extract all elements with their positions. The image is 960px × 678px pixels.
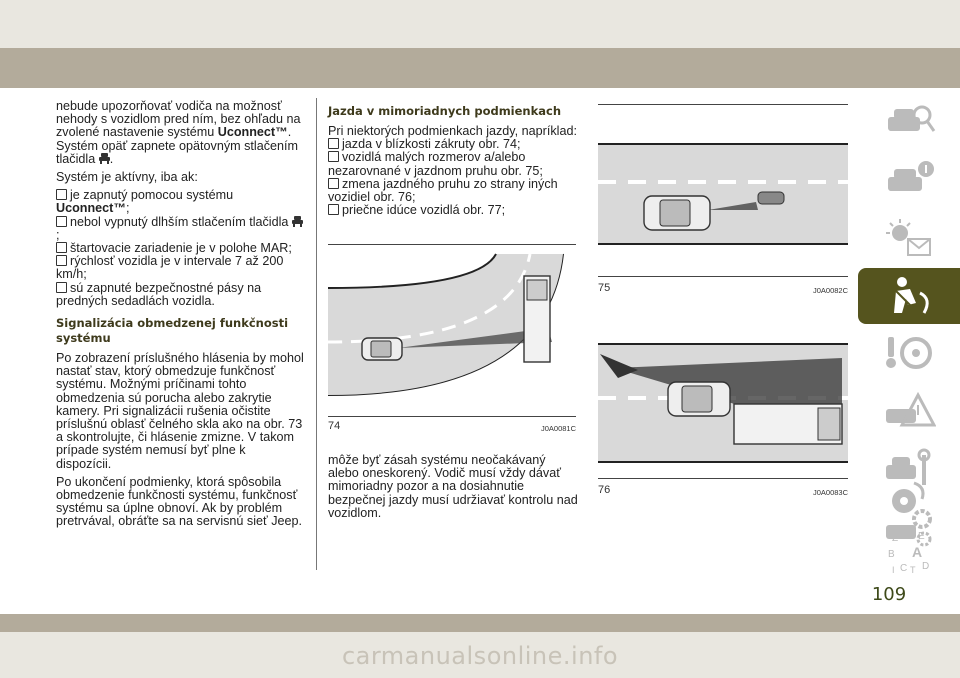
column-middle — [328, 104, 578, 217]
paragraph-warning: môže byť zásah systému neočakávaný alebo oneskorený. Vodič musí vždy dávať mimoriadny pozor a na dosiahnutie bezpečnej jazdy musí udržiavať kontrolu nad vozidlom. — [328, 453, 578, 520]
sidebar-item-instrument-panel[interactable] — [858, 152, 960, 208]
car-button-icon — [292, 216, 303, 228]
figure-code: J0A0082C — [812, 286, 848, 295]
lights-message-icon — [882, 215, 936, 261]
figure-75 — [598, 104, 848, 296]
index-letter: E — [918, 531, 925, 542]
list-item: priečne idúce vozidlá obr. 77; — [328, 204, 578, 217]
section-heading: Signalizácia obmedzenej funkčnosti systému — [56, 316, 289, 346]
list-item: rýchlosť vozidla je v intervale 7 až 200 km/h; — [56, 255, 304, 281]
figure-rule — [598, 276, 848, 277]
column-divider — [316, 98, 317, 570]
page-number: 109 — [871, 584, 907, 605]
figure-76 — [598, 318, 848, 502]
paragraph-intro: nebude upozorňovať vodiča na možnosť nehody s vozidlom pred ním, bez ohľadu na zvolené nastavenie systému Uconnect™. Systém opäť zapnete opätovným stlačením tlačidla . — [56, 99, 301, 166]
footer-bar — [0, 614, 960, 632]
safety-seatbelt-icon — [882, 273, 936, 319]
sidebar-item-multimedia[interactable] — [858, 472, 960, 528]
watermark: carmanualsonline.info — [341, 642, 619, 670]
index-letter: C — [900, 563, 908, 574]
car-info-icon — [882, 157, 936, 203]
header-band — [0, 0, 960, 88]
figure-rule — [598, 104, 848, 105]
index-letter: Z — [892, 533, 899, 544]
figure-rule — [598, 478, 848, 479]
sidebar-item-safety-lights[interactable] — [858, 210, 960, 266]
figure-number: 75 — [598, 282, 611, 294]
figure-rule — [328, 416, 576, 417]
index-letter: D — [922, 561, 930, 572]
list-item: je zapnutý pomocou systému Uconnect™; — [56, 189, 304, 215]
warning-triangle-icon — [882, 389, 936, 435]
index-letter: I — [892, 565, 895, 575]
figure-number: 76 — [598, 484, 611, 496]
figure-code: J0A0083C — [812, 488, 848, 497]
list-item: vozidlá malých rozmerov a/alebo nezarovnané v jazdnom pruhu obr. 75; — [328, 151, 578, 177]
figure-number: 74 — [328, 420, 341, 432]
car-button-icon — [99, 153, 110, 165]
figure-rule — [328, 244, 576, 245]
list-item: jazda v blízkosti zákruty obr. 74; — [328, 138, 578, 151]
column-left — [56, 100, 304, 534]
car-search-icon — [882, 99, 936, 145]
header-bar — [0, 48, 960, 88]
index-letter: T — [910, 565, 916, 575]
sidebar-item-starting[interactable] — [858, 326, 960, 382]
column-middle-lower — [328, 454, 578, 525]
list-item: sú zapnuté bezpečnostné pásy na predných sedadlách vozidla. — [56, 282, 304, 308]
paragraph-restore: Po ukončení podmienky, ktorá spôsobila obmedzenie funkčnosti systému, funkčnosť systému sa úplne obnoví. Ak by problém pretrvával, obráťte sa na servisnú sieť Jeep. — [56, 474, 303, 529]
list-item: nebol vypnutý dlhším stlačením tlačidla ; — [56, 216, 304, 242]
key-steering-icon — [882, 331, 936, 377]
small-vehicle-illustration — [598, 136, 848, 276]
index-letters-icon — [882, 529, 936, 575]
paragraph-active: Systém je aktívny, iba ak: — [56, 170, 198, 185]
curve-road-illustration — [328, 246, 576, 414]
list-item: zmena jazdného pruhu zo strany iných vozidiel obr. 76; — [328, 178, 578, 204]
list-item: štartovacie zariadenie je v polohe MAR; — [56, 242, 304, 255]
index-letter: A — [912, 544, 923, 560]
section-heading: Jazda v mimoriadnych podmienkach — [328, 104, 562, 118]
sidebar-item-safety[interactable] — [858, 268, 960, 324]
index-letter: B — [888, 549, 895, 560]
figure-74 — [328, 244, 576, 434]
paragraph-limited: Po zobrazení príslušného hlásenia by mohol nastať stav, ktorý obmedzuje funkčnosť systému. Možnými príčinami tohto obmedzenia sú porucha alebo zakrytie kamery. Pri signalizácii rušenia očistite príslušnú oblasť čelného skla ako na obr. 73 a skontrolujte, či hlásenie zmizne. V takom prípade systém nemusí byť plne k dispozícii. — [56, 351, 304, 471]
figure-code: J0A0081C — [540, 424, 576, 433]
sidebar-item-emergency[interactable] — [858, 384, 960, 440]
multimedia-icon — [882, 477, 936, 523]
lane-change-illustration — [598, 318, 848, 468]
sidebar-item-getting-to-know[interactable] — [858, 94, 960, 150]
paragraph-conditions: Pri niektorých podmienkach jazdy, napríklad: — [328, 124, 577, 138]
sidebar-item-index[interactable] — [858, 524, 960, 580]
